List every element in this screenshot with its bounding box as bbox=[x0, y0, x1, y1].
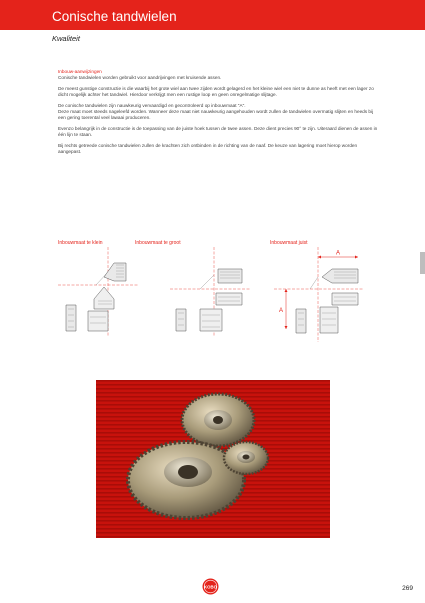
bevel-gears-photo bbox=[96, 380, 330, 538]
kobo-logo bbox=[202, 578, 219, 595]
gear-diagram-too-small bbox=[58, 247, 138, 337]
page-title: Conische tandwielen bbox=[52, 9, 177, 24]
section-title: Inbouw-aanwijzingen bbox=[58, 69, 102, 74]
paragraph-3a: De conische tandwielen zijn nauwkeurig vervaardigd en gecontroleerd op inbouwmaat "A". bbox=[58, 102, 246, 108]
svg-text:KOBO: KOBO bbox=[204, 584, 217, 590]
gear-diagram-correct bbox=[274, 247, 364, 342]
page-subtitle: Kwaliteit bbox=[52, 34, 80, 43]
paragraph-5: Bij rechts getreede conische tandwielen zullen de krachten zich ontbinden in de richting van de naaf. De keuze van lagering moet hierop worden aangepast. bbox=[58, 142, 358, 155]
paragraph-2: De meest gunstige constructie is die waarbij het grote wiel aan twee zijden wordt gelagerd en het kleine wiel een niet te dunne as heeft met een lager zo dicht mogelijk achter het tandwiel. Hierdoor verkrijgt men een rustige loop en geen onregelmatige slijtage. bbox=[58, 85, 374, 98]
paragraph-4: Evenzo belangrijk in de constructie is de toepassing van de juiste hoek tussen de twee assen. Deze dient precies 90° te zijn. Uiteraard dienen de assen in één lijn te staan. bbox=[58, 125, 378, 138]
side-tab-marker bbox=[420, 252, 425, 274]
paragraph-1: Conische tandwielen worden gebruikt voor aandrijvingen met kruisende assen. bbox=[58, 75, 222, 81]
diagram-label-too-large: Inbouwmaat te groot bbox=[135, 240, 181, 246]
page-number: 269 bbox=[402, 585, 413, 592]
dimension-label-vertical: A bbox=[279, 308, 284, 314]
gear-diagram-too-large bbox=[170, 247, 250, 337]
page-header bbox=[0, 0, 425, 30]
diagram-label-correct: Inbouwmaat juist bbox=[270, 240, 308, 246]
paragraph-3b: Deze maat moet steeds nageleefd worden. Wanneer deze maat niet nauwkeurig aangehouden wordt zullen de tandwielen overmatig slijten en heeds bij een gering toerental veel lawaai produceren. bbox=[58, 109, 374, 121]
body-text bbox=[58, 69, 378, 159]
dimension-label-horizontal: A bbox=[336, 250, 341, 257]
diagram-label-too-small: Inbouwmaat te klein bbox=[58, 240, 103, 246]
